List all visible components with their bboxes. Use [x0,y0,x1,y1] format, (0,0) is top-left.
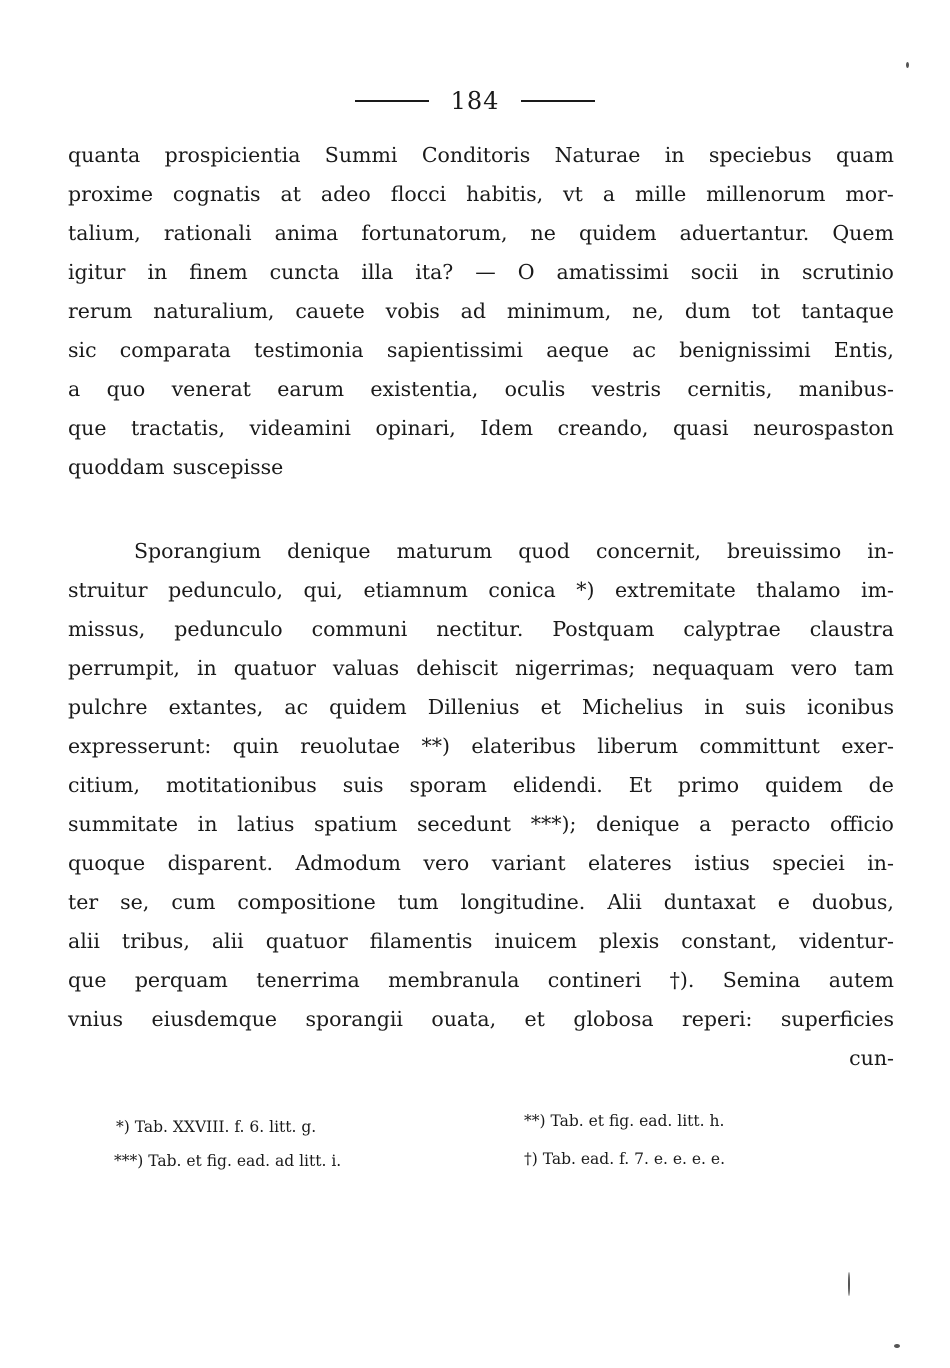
text-line: ter se, cum compositione tum longitudine. Alii duntaxat e duobus, [68,890,894,914]
text-line: missus, pedunculo communi nectitur. Postquam calyptrae claustra [68,617,894,641]
text-line: citium, motitationibus suis sporam elidendi. Et primo quidem de [68,773,894,797]
header-rule-left [355,100,429,102]
text-line: perrumpit, in quatuor valuas dehiscit nigerrimas; nequaquam vero tam [68,656,894,680]
text-line: cun- [849,1046,894,1070]
scan-speck [894,1344,900,1348]
footnote-3: ***) Tab. et fig. ead. ad litt. i. [114,1152,342,1170]
scan-speck [848,1272,850,1296]
page-header [0,86,950,116]
text-line: quoque disparent. Admodum vero variant elateres istius speciei in- [68,851,894,875]
text-line: quanta prospicientia Summi Conditoris Naturae in speciebus quam [68,143,894,167]
text-line: talium, rationali anima fortunatorum, ne quidem aduertantur. Quem [68,221,894,245]
text-line: alii tribus, alii quatuor filamentis inuicem plexis constant, videntur- [68,929,894,953]
scan-speck [906,62,909,68]
text-line: proxime cognatis at adeo flocci habitis, vt a mille millenorum mor- [68,182,894,206]
text-line: sic comparata testimonia sapientissimi aeque ac benignissimi Entis, [68,338,894,362]
text-line: que tractatis, videamini opinari, Idem creando, quasi neurospaston [68,416,894,440]
text-line: igitur in finem cuncta illa ita? — O amatissimi socii in scrutinio [68,260,894,284]
text-line: summitate in latius spatium secedunt ***); denique a peracto officio [68,812,894,836]
header-rule-right [521,100,595,102]
footnote-1: *) Tab. XXVIII. f. 6. litt. g. [116,1118,317,1136]
footnote-4: †) Tab. ead. f. 7. e. e. e. e. [524,1150,726,1168]
text-line: a quo venerat earum existentia, oculis vestris cernitis, manibus- [68,377,894,401]
text-line: expresserunt: quin reuolutae **) elateribus liberum committunt exer- [68,734,894,758]
paragraph-2 [68,532,894,1078]
page-number: 184 [450,87,500,115]
text-line: rerum naturalium, cauete vobis ad minimum, ne, dum tot tantaque [68,299,894,323]
text-line: Sporangium denique maturum quod concernit, breuissimo in- [134,539,894,563]
paragraph-1 [68,136,894,487]
text-line: vnius eiusdemque sporangii ouata, et globosa reperi: superficies [68,1007,894,1031]
text-line: que perquam tenerrima membranula contineri †). Semina autem [68,968,894,992]
footnote-2: **) Tab. et fig. ead. litt. h. [524,1112,725,1130]
text-line: quoddam suscepisse [68,455,284,479]
text-line: pulchre extantes, ac quidem Dillenius et Michelius in suis iconibus [68,695,894,719]
text-line: struitur pedunculo, qui, etiamnum conica *) extremitate thalamo im- [68,578,894,602]
